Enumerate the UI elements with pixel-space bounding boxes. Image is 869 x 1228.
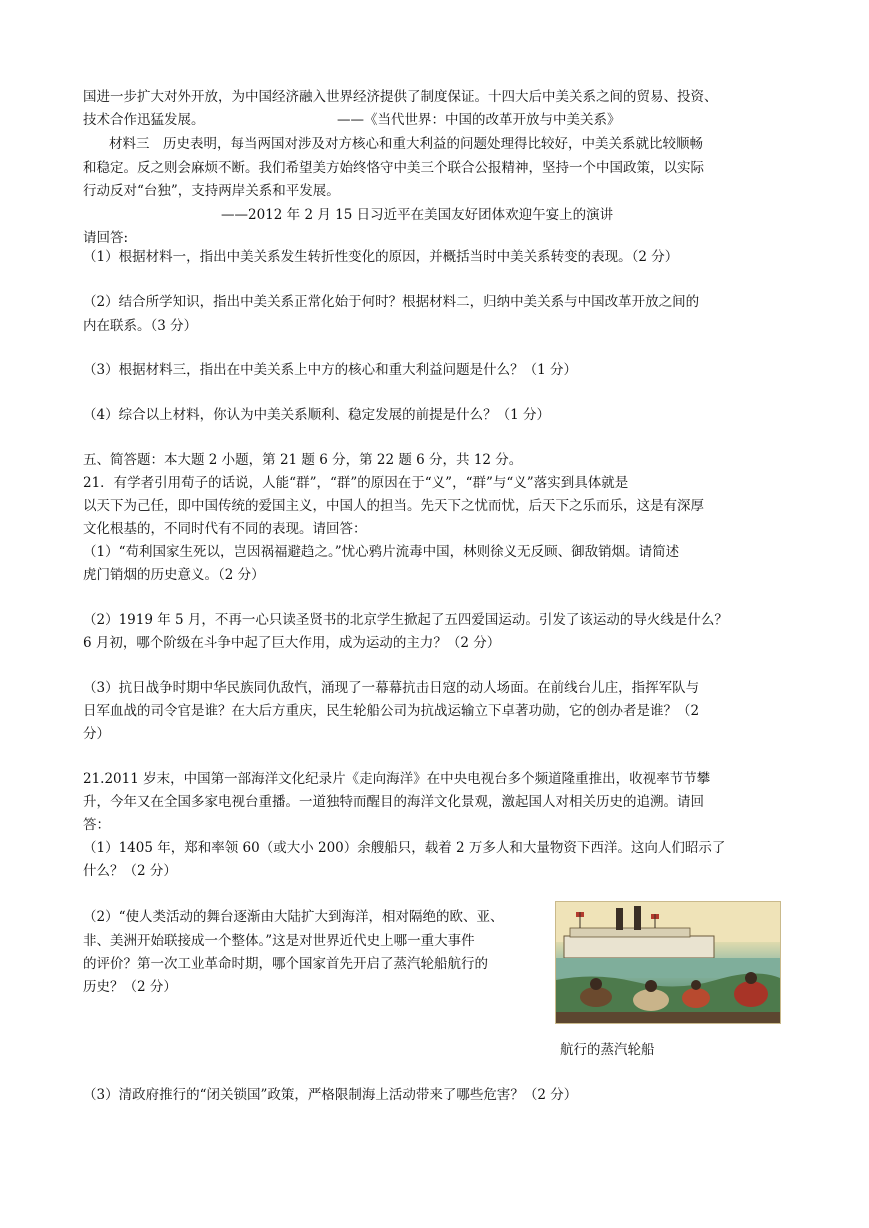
source-citation: ——《当代世界：中国的改革开放与中美关系》 — [337, 112, 621, 128]
question-item-continued: 内在联系。（3 分） — [83, 318, 198, 334]
text-line: 升，今年又在全国多家电视台重播。一道独特而醒目的海洋文化景观，激起国人对相关历史的追溯。请回 — [83, 794, 704, 810]
question-item-continued: 的评价？第一次工业革命时期，哪个国家首先开启了蒸汽轮船航行的 — [83, 956, 488, 972]
question-item: （1）“苟利国家生死以，岂因祸福避趋之。”忧心鸦片流毒中国，林则徐义无反顾、御敌销烟。请简述 — [83, 544, 680, 560]
steamboat-drawing — [556, 902, 780, 1023]
text-line: 答： — [83, 817, 110, 833]
question-item-continued: 非、美洲开始联接成一个整体。”这是对世界近代史上哪一重大事件 — [83, 933, 475, 949]
text-line: 和稳定。反之则会麻烦不断。我们希望美方始终恪守中美三个联合公报精神，坚持一个中国政策，以实际 — [83, 160, 704, 176]
question-stem: 21．有学者引用荀子的话说，人能“群”，“群”的原因在于“义”，“群”与“义”落实到具体就是 — [83, 475, 629, 491]
question-item-continued: 历史？（2 分） — [83, 979, 177, 995]
question-item: （2）1919 年 5 月，不再一心只读圣贤书的北京学生掀起了五四爱国运动。引发了该运动的导火线是什么？ — [83, 612, 728, 628]
question-item-continued: 6 月初，哪个阶级在斗争中起了巨大作用，成为运动的主力？（2 分） — [83, 635, 501, 651]
text-line: 行动反对“台独”，支持两岸关系和平发展。 — [83, 183, 340, 199]
question-item-continued: 日军血战的司令官是谁？在大后方重庆，民生轮船公司为抗战运输立下卓著功勋，它的创办者是谁？（2 — [83, 703, 700, 719]
question-item: （2）结合所学知识，指出中美关系正常化始于何时？根据材料二，归纳中美关系与中国改革开放之间的 — [83, 294, 700, 310]
question-item: （3）根据材料三，指出在中美关系上中方的核心和重大利益问题是什么？（1 分） — [83, 362, 577, 378]
question-item: （3）清政府推行的“闭关锁国”政策，严格限制海上活动带来了哪些危害？（2 分） — [83, 1087, 578, 1103]
text-line: 文化根基的，不同时代有不同的表现。请回答： — [83, 521, 367, 537]
question-stem: 21.2011 岁末，中国第一部海洋文化纪录片《走向海洋》在中央电视台多个频道隆重推出，收视率节节攀 — [83, 771, 711, 787]
text-line: 技术合作迅猛发展。 — [83, 112, 205, 128]
figure-caption: 航行的蒸汽轮船 — [560, 1042, 655, 1058]
source-citation: ——2012 年 2 月 15 日习近平在美国友好团体欢迎午宴上的演讲 — [221, 207, 614, 223]
question-item: （2）“使人类活动的舞台逐渐由大陆扩大到海洋，相对隔绝的欧、亚、 — [83, 909, 504, 925]
prompt-label: 请回答: — [83, 230, 129, 246]
question-item: （1）根据材料一，指出中美关系发生转折性变化的原因，并概括当时中美关系转变的表现。（2 分） — [83, 249, 679, 265]
question-item-continued: 什么？（2 分） — [83, 863, 177, 879]
question-item-continued: 分） — [83, 726, 110, 742]
section-heading: 五、简答题：本大题 2 小题，第 21 题 6 分，第 22 题 6 分，共 12 分。 — [83, 452, 523, 468]
question-item: （4）综合以上材料，你认为中美关系顺利、稳定发展的前提是什么？（1 分） — [83, 407, 550, 423]
question-item: （3）抗日战争时期中华民族同仇敌忾，涌现了一幕幕抗击日寇的动人场面。在前线台儿庄，指挥军队与 — [83, 680, 700, 696]
question-item: （1）1405 年，郑和率领 60（或大小 200）余艘船只，载着 2 万多人和大量物资下西洋。这向人们昭示了 — [83, 840, 726, 856]
text-line: 国进一步扩大对外开放，为中国经济融入世界经济提供了制度保证。十四大后中美关系之间的贸易、投资、 — [83, 89, 718, 105]
steamboat-illustration — [555, 901, 781, 1024]
text-line: 以天下为己任，即中国传统的爱国主义，中国人的担当。先天下之忧而忧，后天下之乐而乐，这是有深厚 — [83, 498, 704, 514]
material-three-heading: 材料三 历史表明，每当两国对涉及对方核心和重大利益的问题处理得比较好，中美关系就比较顺畅 — [109, 136, 703, 152]
question-item-continued: 虎门销烟的历史意义。（2 分） — [83, 567, 265, 583]
